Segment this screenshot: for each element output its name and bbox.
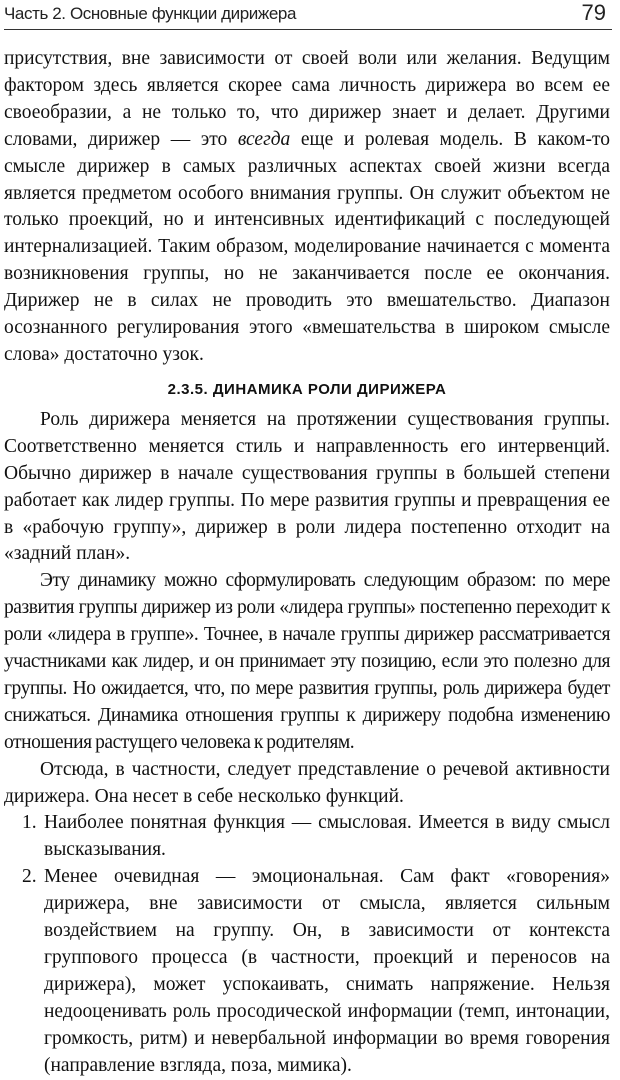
- header-divider: [4, 29, 612, 30]
- list-item-text: Наиболее понятная функция — смысловая. Имеется в виду смысл высказывания.: [44, 812, 610, 861]
- paragraph-continued: [4, 46, 610, 369]
- paragraph-text: еще и ролевая модель. В каком-то смысле дирижер в самых различных аспектах своей жизни всегда является предметом особого внимания группы. Он служит объектом не только проекций, но и интенсивных идентификаций с последующей интернализацией. Таким образом, моделирование начинается с момента возникновения группы, но не заканчивается после ее окончания. Дирижер не в силах не проводить это вмешательство. Диапазон осознанного регулирования этого «вмешательства в широком смысле слова» достаточно узок.: [4, 128, 610, 365]
- paragraph: Отсюда, в частности, следует представление о речевой активности дирижера. Она несет в себе несколько функций.: [4, 758, 610, 807]
- paragraph-text: присутствия, вне зависимости от своей воли или желания. Ведущим фактором здесь является скорее сама личность дирижера во всем ее своеобразии, а не только то, что дирижер знает и делает. Другими словами, дирижер — это: [4, 48, 610, 150]
- paragraph: Роль дирижера меняется на протяжении существования группы. Соответственно меняется стиль и направленность его интервенций. Обычно дирижер в начале существования группы в большей степени работает как лидер группы. По мере развития группы и превращения ее в «рабочую группу», дирижер в роли лидера постепенно отходит на «задний план».: [4, 408, 610, 565]
- list-item: [4, 864, 610, 1079]
- list-item: [4, 810, 610, 864]
- list-number: 1.: [22, 812, 37, 834]
- running-title: Часть 2. Основные функции дирижера: [4, 4, 297, 23]
- list-number: 2.: [22, 866, 37, 888]
- section-heading: 2.3.5. ДИНАМИКА РОЛИ ДИРИЖЕРА: [167, 380, 447, 398]
- list-item-text: Менее очевидная — эмоциональная. Сам факт «говорения» дирижера, вне зависимости от смысла, является сильным воздействием на группу. Он, в зависимости от контекста группового процесса (в частности, проекций и переносов на дирижера), может успокаивать, снимать напряжение. Нельзя недооценивать роль просодической информации (темп, интонации, громкость, ритм) и невербальной информации во время говорения (направление взгляда, поза, мимика).: [44, 866, 610, 1076]
- paragraph: Эту динамику можно сформулировать следующим образом: по мере развития группы дирижер из роли «лидера группы» постепенно переходит к роли «лидера в группе». Точнее, в начале группы дирижер рассматривается участниками как лидер, и он принимает эту позицию, если это полезно для группы. Но ожидается, что, по мере развития группы, роль дирижера будет снижаться. Динамика отношения группы к дирижеру подобна изменению отношения растущего человека к родителям.: [4, 570, 610, 753]
- page-header: [4, 0, 612, 40]
- page-body: [4, 46, 610, 1080]
- numbered-list: [4, 810, 610, 1079]
- page-number: 79: [581, 0, 606, 25]
- emphasis-text: всегда: [237, 128, 291, 150]
